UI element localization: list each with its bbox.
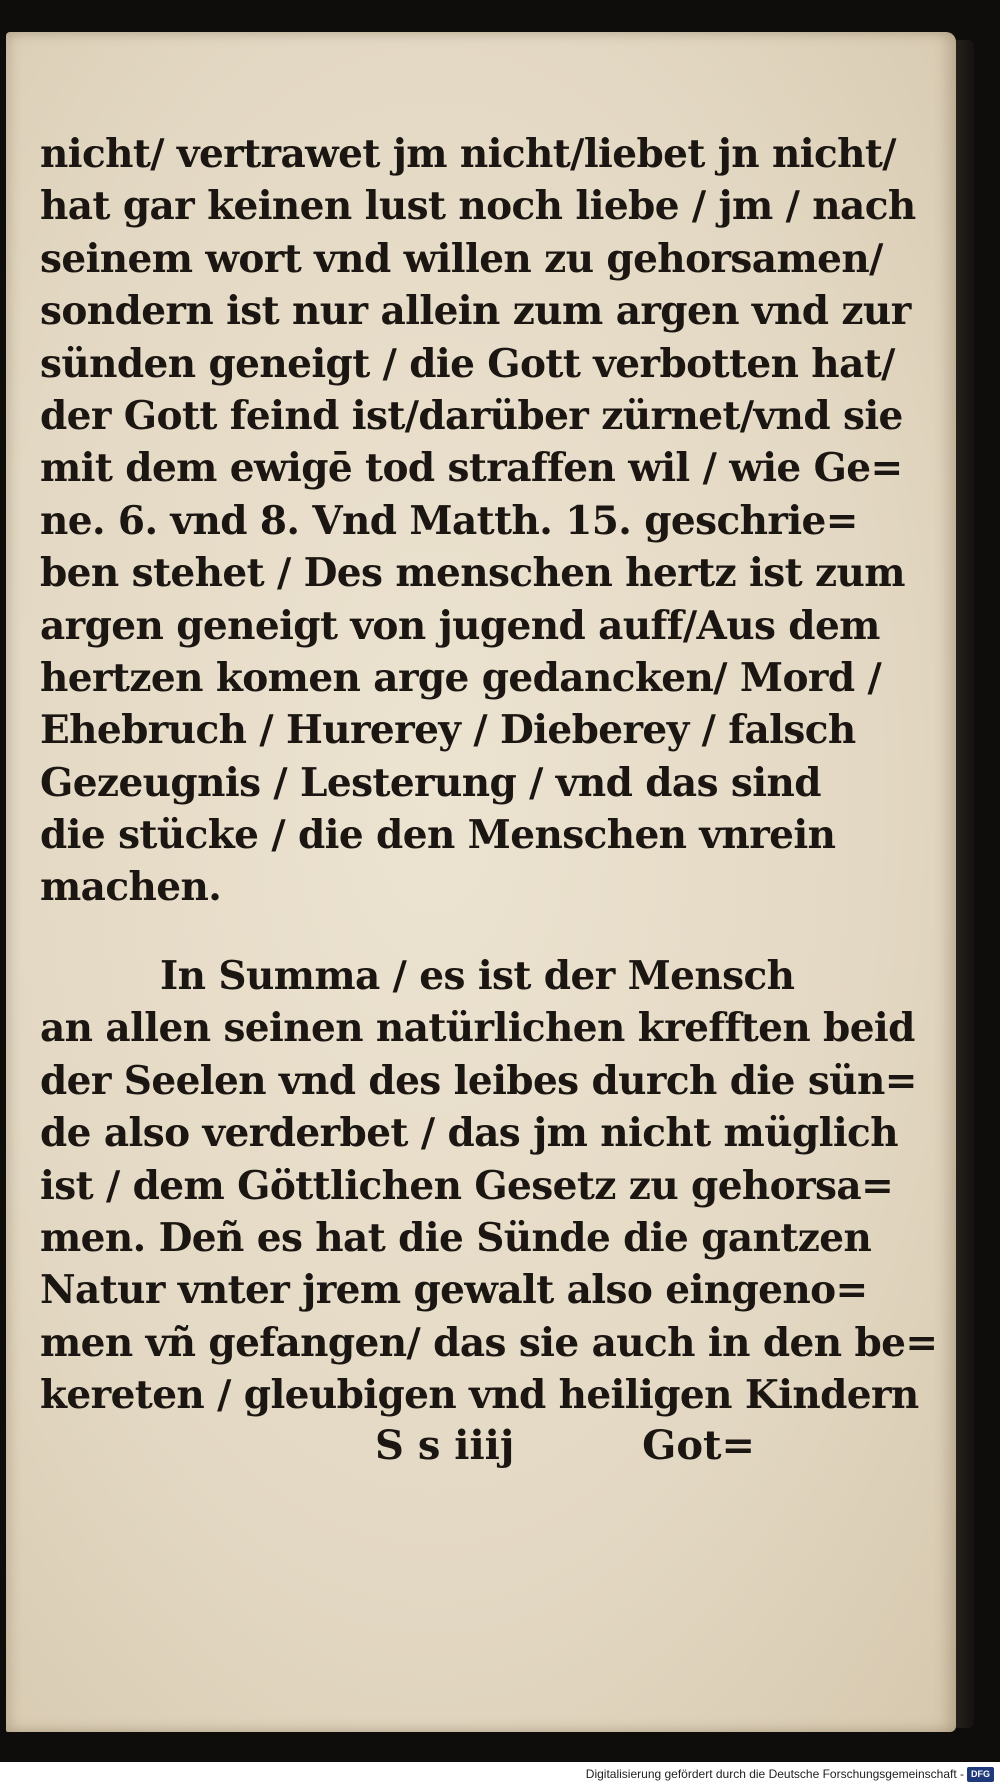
text-line: men. Deñ es hat die Sünde die gantzen (40, 1214, 872, 1261)
funding-credit: Digitalisierung gefördert durch die Deutsche Forschungsgemeinschaft - (585, 1767, 964, 1781)
catchword: Got= (642, 1422, 755, 1469)
paragraph-2 (40, 950, 938, 1422)
text-line: hat gar keinen lust noch liebe / jm / nach (40, 183, 916, 230)
text-line: der Gott feind ist/darüber zürnet/vnd sie (40, 392, 903, 439)
text-line: Natur vnter jrem gewalt also eingeno= (40, 1267, 868, 1314)
footer-bar (0, 1762, 1000, 1788)
text-line: mit dem ewigē tod straffen wil / wie Ge= (40, 445, 903, 492)
text-line: sünden geneigt / die Gott verbotten hat/ (40, 340, 895, 387)
text-line: ben stehet / Des menschen hertz ist zum (40, 550, 905, 597)
text-line: men vñ gefangen/ das sie auch in den be= (40, 1319, 938, 1366)
text-line: ne. 6. vnd 8. Vnd Matth. 15. geschrie= (40, 497, 858, 544)
text-line: der Seelen vnd des leibes durch die sün= (40, 1057, 917, 1104)
text-line: seinem wort vnd willen zu gehorsamen/ (40, 235, 883, 282)
text-line: die stücke / die den Menschen vnrein (40, 812, 836, 859)
text-line: Ehebruch / Hurerey / Dieberey / falsch (40, 707, 856, 754)
text-line: de also verderbet / das jm nicht müglich (40, 1110, 898, 1157)
text-line: hertzen komen arge gedancken/ Mord / (40, 654, 882, 701)
text-line: an allen seinen natürlichen krefften beid (40, 1005, 915, 1052)
text-line: sondern ist nur allein zum argen vnd zur (40, 288, 911, 335)
text-line: nicht/ vertrawet jm nicht/liebet jn nicht/ (40, 131, 896, 177)
text-line: Gezeugnis / Lesterung / vnd das sind (40, 759, 821, 806)
signature-line (375, 1422, 755, 1478)
text-line: argen geneigt von jugend auff/Aus dem (40, 602, 880, 649)
text-line: In Summa / es ist der Mensch (160, 953, 795, 999)
signature-mark: S s iiij (375, 1422, 515, 1469)
dfg-logo: DFG (967, 1767, 994, 1782)
text-line: kereten / gleubigen vnd heiligen Kindern (40, 1372, 919, 1419)
text-line: ist / dem Göttlichen Gesetz zu gehorsa= (40, 1162, 894, 1209)
text-line: machen. (40, 864, 222, 911)
paragraph-1 (40, 128, 916, 914)
